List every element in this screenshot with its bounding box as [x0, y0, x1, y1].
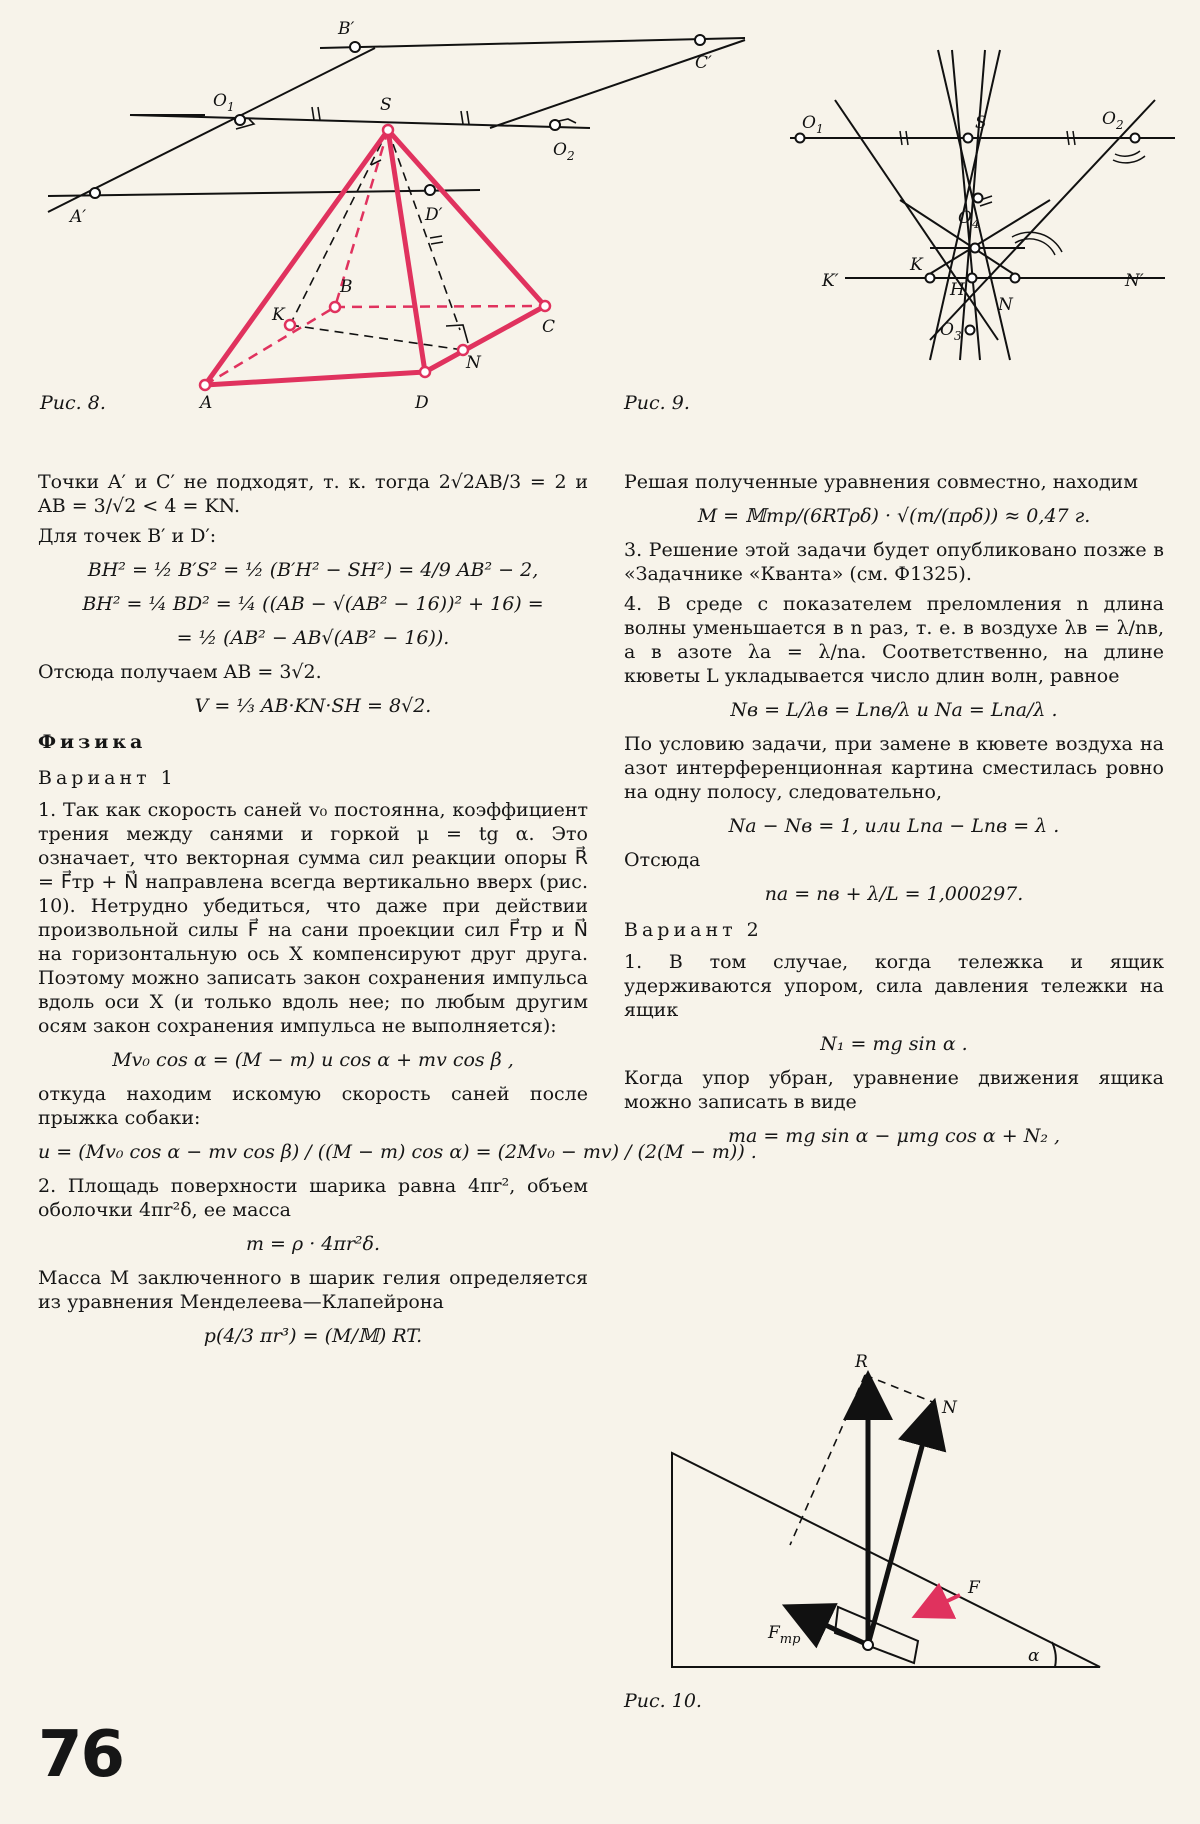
page-number: 76	[38, 1718, 124, 1792]
fig9-label-o1: $O_1$	[802, 113, 824, 136]
fig8-label-o2: $O_2$	[553, 140, 575, 163]
right-paragraph-4: По условию задачи, при замене в кювете воздуха на азот интерференционная картина сместилась ровно на одну полосу, следовательно,	[624, 733, 1164, 803]
fig8-label-k: K	[272, 305, 285, 325]
fig8-label-n: N	[466, 353, 481, 373]
fig10-label-n: N	[942, 1398, 957, 1418]
right-formula-6: ma = mg sin α − μmg cos α + N₂ ,	[727, 1125, 1061, 1147]
fig8-label-cprime: C′	[695, 53, 712, 73]
fig8-label-bprime: B′	[338, 19, 355, 39]
fig9-label-h: H	[950, 280, 965, 300]
figure-10-incline-forces	[650, 1345, 1110, 1685]
fig10-label-ftr: $F_{тр}$	[768, 1623, 801, 1647]
fig9-label-s: S	[975, 113, 987, 133]
fig8-label-b: B	[340, 277, 353, 297]
fig8-label-c: C	[542, 317, 556, 337]
left-formula-6: u = (Mv₀ cos α − mv cos β) / ((M − m) cos α) = (2Mv₀ − mv) / (2(M − m)) .	[38, 1141, 757, 1163]
left-paragraph-1: Точки A′ и C′ не подходят, т. к. тогда 2√2AB/3 = 2 и AB = 3/√2 < 4 = KN.	[38, 471, 588, 517]
fig8-label-d: D	[415, 393, 429, 410]
fig8-label-s: S	[380, 95, 392, 115]
fig9-label-n: N	[998, 295, 1013, 315]
left-formula-5: Mv₀ cos α = (M − m) u cos α + mv cos β ,	[112, 1049, 514, 1071]
variant-1-heading: Вариант 1	[38, 767, 177, 789]
fig9-label-o3: $O_3$	[940, 320, 962, 343]
right-paragraph-3: 4. В среде с показателем преломления n длина волны уменьшается в n раз, т. е. в воздухе λв = λ/nв, а в азоте λа = λ/nа. Соответственно, на длине кюветы L укладывается число длин волн, равное	[624, 593, 1164, 687]
left-formula-2: BH² = ¼ BD² = ¼ ((AB − √(AB² − 16))² + 16) =	[82, 593, 544, 615]
left-formula-7: m = ρ · 4πr²δ.	[245, 1233, 381, 1255]
fig8-caption: Рис. 8.	[40, 392, 106, 414]
fig9-label-nprime: N′	[1125, 271, 1144, 291]
right-paragraph-1: Решая полученные уравнения совместно, находим	[624, 471, 1138, 493]
left-formula-1: BH² = ½ B′S² = ½ (B′H² − SH²) = 4/9 AB² − 2,	[87, 559, 539, 581]
left-paragraph-5: откуда находим искомую скорость саней после прыжка собаки:	[38, 1083, 588, 1129]
left-paragraph-2: Для точек B′ и D′:	[38, 525, 217, 547]
right-paragraph-6: 1. В том случае, когда тележка и ящик удерживаются упором, сила давления тележки на ящик	[624, 951, 1164, 1021]
section-heading-physics: Физика	[38, 731, 147, 753]
fig10-label-f: F	[968, 1578, 980, 1598]
left-paragraph-3: Отсюда получаем AB = 3√2.	[38, 661, 322, 683]
fig8-label-aprime: A′	[70, 207, 87, 227]
right-column	[624, 470, 1164, 1158]
fig9-label-kprime: K′	[822, 271, 839, 291]
left-paragraph-4: 1. Так как скорость саней v₀ постоянна, коэффициент трения между санями и горкой μ = tg α. Это означает, что векторная сумма сил реакции опоры R⃗ = F⃗тр + N⃗ направлена всегда вертикально вверх (рис. 10). Нетрудно убедиться, что даже при действии произвольной силы F⃗ на сани проекции сил F⃗тр и N⃗ на горизонтальную ось X компенсируют друг друга. Поэтому можно записать закон сохранения импульса вдоль оси X (и только вдоль нее; по любым другим осям закон сохранения импульса не выполняется):	[38, 799, 588, 1037]
right-paragraph-2: 3. Решение этой задачи будет опубликовано позже в «Задачнике «Кванта» (см. Ф1325).	[624, 539, 1164, 585]
right-formula-5: N₁ = mg sin α .	[820, 1033, 968, 1055]
fig10-label-alpha: α	[1028, 1646, 1040, 1666]
left-formula-3: = ½ (AB² − AB√(AB² − 16)).	[176, 627, 450, 649]
left-paragraph-6: 2. Площадь поверхности шарика равна 4πr², объем оболочки 4πr²δ, ее масса	[38, 1175, 588, 1221]
fig9-caption: Рис. 9.	[624, 392, 690, 414]
fig10-caption: Рис. 10.	[624, 1690, 702, 1712]
left-paragraph-7: Масса M заключенного в шарик гелия определяется из уравнения Менделеева—Клапейрона	[38, 1267, 588, 1313]
right-paragraph-7: Когда упор убран, уравнение движения ящика можно записать в виде	[624, 1067, 1164, 1113]
right-formula-3: Nа − Nв = 1, или Lnа − Lnв = λ .	[728, 815, 1060, 837]
left-formula-8: p(4/3 πr³) = (M/𝕄) RT.	[203, 1325, 423, 1347]
figure-9-construction	[790, 30, 1180, 370]
fig9-label-k: K	[910, 255, 923, 275]
figure-8-pyramid	[30, 10, 750, 410]
right-formula-2: Nв = L/λв = Lnв/λ и Nа = Lnа/λ .	[730, 699, 1058, 721]
fig9-label-o4: $O_4$	[958, 208, 980, 231]
fig8-label-a: A	[200, 393, 213, 410]
right-formula-1: M = 𝕄mp/(6RTρδ) · √(m/(πρδ)) ≈ 0,47 г.	[697, 505, 1091, 527]
right-paragraph-5: Отсюда	[624, 849, 701, 871]
fig8-label-dprime: D′	[425, 205, 443, 225]
fig10-label-r: R	[855, 1352, 868, 1372]
variant-2-heading: Вариант 2	[624, 919, 763, 941]
fig9-label-o2: $O_2$	[1102, 109, 1124, 132]
fig8-label-o1: $O_1$	[213, 91, 235, 114]
right-formula-4: nа = nв + λ/L = 1,000297.	[764, 883, 1024, 905]
left-formula-4: V = ⅓ AB·KN·SH = 8√2.	[194, 695, 432, 717]
